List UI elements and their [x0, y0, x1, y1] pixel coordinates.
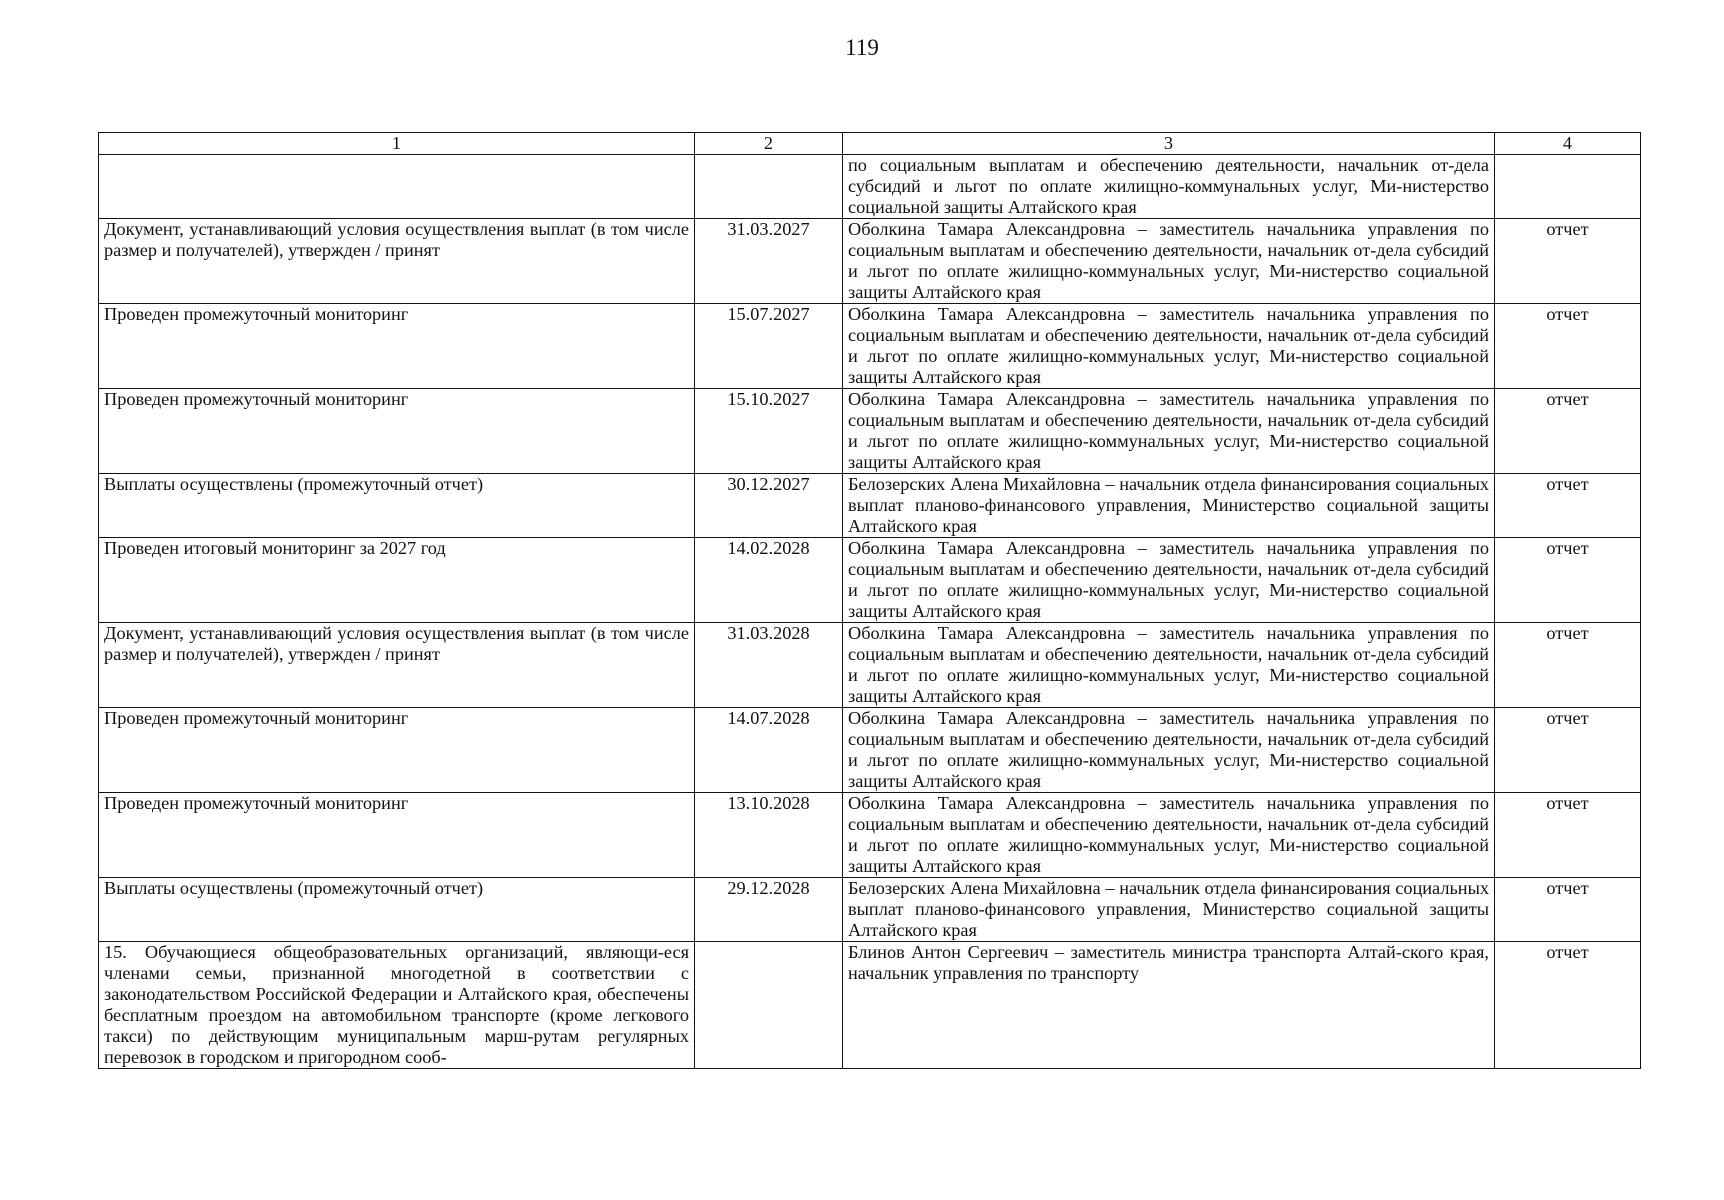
event-cell: 15. Обучающиеся общеобразовательных организаций, являющи-еся членами семьи, признанной многодетной в соответствии с законодательством Российской Федерации и Алтайского края, обеспечены бесплатным проездом на автомобильном транспорте (кроме легкового такси) по действующим муниципальным марш-рутам регулярных перевозок в городском и пригородном сооб-: [99, 942, 695, 1069]
header-col-2: 2: [695, 133, 843, 155]
result-cell: отчет: [1495, 793, 1641, 878]
responsible-cell: по социальным выплатам и обеспечению деятельности, начальник от-дела субсидий и льгот по оплате жилищно-коммунальных услуг, Ми-нистерство социальной защиты Алтайского края: [843, 155, 1495, 219]
event-cell: Документ, устанавливающий условия осуществления выплат (в том числе размер и получателей), утвержден / принят: [99, 623, 695, 708]
responsible-cell: Оболкина Тамара Александровна – заместитель начальника управления по социальным выплатам и обеспечению деятельности, начальник от-дела субсидий и льгот по оплате жилищно-коммунальных услуг, Ми-нистерство социальной защиты Алтайского края: [843, 538, 1495, 623]
date-cell: [695, 942, 843, 1069]
event-cell: Выплаты осуществлены (промежуточный отчет): [99, 474, 695, 538]
date-cell: 31.03.2028: [695, 623, 843, 708]
header-col-4: 4: [1495, 133, 1641, 155]
result-cell: отчет: [1495, 708, 1641, 793]
responsible-cell: Оболкина Тамара Александровна – заместитель начальника управления по социальным выплатам и обеспечению деятельности, начальник от-дела субсидий и льгот по оплате жилищно-коммунальных услуг, Ми-нистерство социальной защиты Алтайского края: [843, 219, 1495, 304]
result-cell: отчет: [1495, 304, 1641, 389]
result-cell: отчет: [1495, 538, 1641, 623]
responsible-cell: Оболкина Тамара Александровна – заместитель начальника управления по социальным выплатам и обеспечению деятельности, начальник от-дела субсидий и льгот по оплате жилищно-коммунальных услуг, Ми-нистерство социальной защиты Алтайского края: [843, 304, 1495, 389]
table-row: [99, 389, 1641, 474]
table-body: [99, 155, 1641, 1069]
table-header: [99, 133, 1641, 155]
table-row: [99, 708, 1641, 793]
date-cell: 14.07.2028: [695, 708, 843, 793]
date-cell: 31.03.2027: [695, 219, 843, 304]
date-cell: 30.12.2027: [695, 474, 843, 538]
result-cell: отчет: [1495, 878, 1641, 942]
result-cell: отчет: [1495, 389, 1641, 474]
responsible-cell: Белозерских Алена Михайловна – начальник отдела финансирования социальных выплат планово-финансового управления, Министерство социальной защиты Алтайского края: [843, 474, 1495, 538]
responsible-cell: Оболкина Тамара Александровна – заместитель начальника управления по социальным выплатам и обеспечению деятельности, начальник от-дела субсидий и льгот по оплате жилищно-коммунальных услуг, Ми-нистерство социальной защиты Алтайского края: [843, 623, 1495, 708]
table-row: [99, 623, 1641, 708]
table-row: [99, 219, 1641, 304]
date-cell: 15.07.2027: [695, 304, 843, 389]
event-cell: Проведен промежуточный мониторинг: [99, 389, 695, 474]
header-row: [99, 133, 1641, 155]
event-cell: Проведен промежуточный мониторинг: [99, 304, 695, 389]
table-row: [99, 538, 1641, 623]
result-cell: отчет: [1495, 219, 1641, 304]
responsible-cell: Оболкина Тамара Александровна – заместитель начальника управления по социальным выплатам и обеспечению деятельности, начальник от-дела субсидий и льгот по оплате жилищно-коммунальных услуг, Ми-нистерство социальной защиты Алтайского края: [843, 793, 1495, 878]
date-cell: 29.12.2028: [695, 878, 843, 942]
table-row: [99, 942, 1641, 1069]
header-col-1: 1: [99, 133, 695, 155]
table-row: [99, 878, 1641, 942]
event-cell: Проведен промежуточный мониторинг: [99, 708, 695, 793]
table-row: [99, 474, 1641, 538]
table-row: [99, 155, 1641, 219]
plan-table: [98, 132, 1641, 1069]
event-cell: Документ, устанавливающий условия осуществления выплат (в том числе размер и получателей), утвержден / принят: [99, 219, 695, 304]
event-cell: Проведен промежуточный мониторинг: [99, 793, 695, 878]
date-cell: [695, 155, 843, 219]
result-cell: [1495, 155, 1641, 219]
responsible-cell: Белозерских Алена Михайловна – начальник отдела финансирования социальных выплат планово-финансового управления, Министерство социальной защиты Алтайского края: [843, 878, 1495, 942]
result-cell: отчет: [1495, 623, 1641, 708]
result-cell: отчет: [1495, 942, 1641, 1069]
event-cell: [99, 155, 695, 219]
page-number: 119: [845, 35, 879, 60]
table-row: [99, 793, 1641, 878]
date-cell: 13.10.2028: [695, 793, 843, 878]
responsible-cell: Оболкина Тамара Александровна – заместитель начальника управления по социальным выплатам и обеспечению деятельности, начальник от-дела субсидий и льгот по оплате жилищно-коммунальных услуг, Ми-нистерство социальной защиты Алтайского края: [843, 389, 1495, 474]
result-cell: отчет: [1495, 474, 1641, 538]
table-row: [99, 304, 1641, 389]
event-cell: Проведен итоговый мониторинг за 2027 год: [99, 538, 695, 623]
date-cell: 15.10.2027: [695, 389, 843, 474]
header-col-3: 3: [843, 133, 1495, 155]
date-cell: 14.02.2028: [695, 538, 843, 623]
responsible-cell: Блинов Антон Сергеевич – заместитель министра транспорта Алтай-ского края, начальник управления по транспорту: [843, 942, 1495, 1069]
responsible-cell: Оболкина Тамара Александровна – заместитель начальника управления по социальным выплатам и обеспечению деятельности, начальник от-дела субсидий и льгот по оплате жилищно-коммунальных услуг, Ми-нистерство социальной защиты Алтайского края: [843, 708, 1495, 793]
event-cell: Выплаты осуществлены (промежуточный отчет): [99, 878, 695, 942]
